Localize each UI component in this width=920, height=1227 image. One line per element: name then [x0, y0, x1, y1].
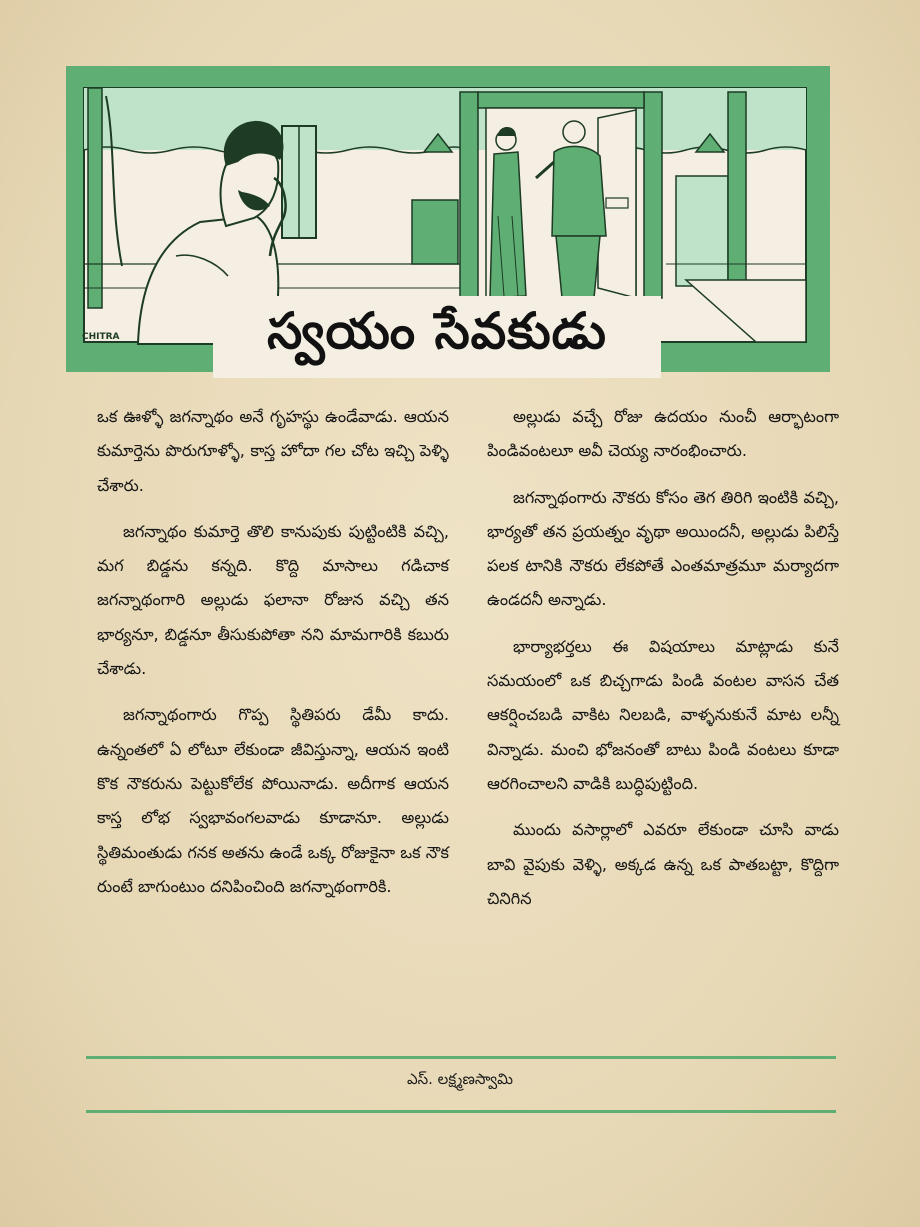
- paragraph: ఒక ఊళ్ళో జగన్నాథం అనే గృహస్థు ఉండేవాడు. ఆయన కుమార్తెను పొరుగూళ్ళో, కాస్త హోదా గల చోట ఇచ్చి పెళ్ళి చేశారు.: [97, 407, 449, 495]
- paragraph: జగన్నాథంగారు నౌకరు కోసం తెగ తిరిగి ఇంటికి వచ్చి, భార్యతో తన ప్రయత్నం వృథా అయిందనీ, అల్లుడు పిలిస్తే పలక టానికి నౌకరు లేకపోతే ఎంతమాత్రమూ మర్యాదగా ఉండదనీ అన్నాడు.: [487, 487, 839, 610]
- paragraph: అల్లుడు వచ్చే రోజు ఉదయం నుంచీ ఆర్భాటంగా పిండివంటలూ అవీ చెయ్య నారంభించారు.: [487, 407, 839, 461]
- author-byline: ఎస్. లక్ష్మణస్వామి: [406, 1070, 514, 1088]
- paragraph: జగన్నాథం కుమార్తె తొలి కానుపుకు పుట్టింటికి వచ్చి, మగ బిడ్డను కన్నది. కొద్ది మాసాలు గడిచాక జగన్నాథంగారి అల్లుడు ఫలానా రోజున వచ్చి తన భార్యనూ, బిడ్డనూ తీసుకుపోతా నని మామగారికి కబురు చేశాడు.: [97, 521, 449, 679]
- story-title: స్వయం సేవకుడు: [267, 301, 607, 360]
- story-illustration: [66, 66, 830, 372]
- text-column-right: [487, 400, 839, 916]
- divider-top: [86, 1056, 836, 1059]
- artist-signature: CHITRA: [82, 332, 120, 342]
- text-column-left: [97, 400, 449, 904]
- paragraph: భార్యాభర్తలు ఈ విషయాలు మాట్లాడు కునే సమయంలో ఒక బిచ్చగాడు పిండి వంటల వాసన చేత ఆకర్షించబడి వాకిట నిలబడి, వాళ్ళనుకునే మాట లన్నీ విన్నాడు. మంచి భోజనంతో బాటు పిండి వంటలు కూడా ఆరగించాలని వాడికి బుద్ధిపుట్టింది.: [487, 636, 839, 793]
- divider-bottom: [86, 1110, 836, 1113]
- paragraph: ముందు వసార్లాలో ఎవరూ లేకుండా చూసి వాడు బావి వైపుకు వెళ్ళి, అక్కడ ఉన్న ఒక పాతబట్టా, కొద్దిగా చినిగిన: [487, 820, 839, 908]
- story-title-plate: [213, 296, 661, 378]
- paragraph: జగన్నాథంగారు గొప్ప స్థితిపరు డేమీ కాదు. ఉన్నంతలో ఏ లోటూ లేకుండా జీవిస్తున్నా, ఆయన ఇంటి కొక నౌకరును పెట్టుకోలేక పోయినాడు. అదీగాక ఆయన కాస్త లోభ స్వభావంగలవాడు కూడానూ. అల్లుడు స్థితిమంతుడు గనక అతను ఉండే ఒక్క రోజుకైనా ఒక నౌక రుంటే బాగుంటుం దనిపించింది జగన్నాథంగారికి.: [97, 705, 449, 896]
